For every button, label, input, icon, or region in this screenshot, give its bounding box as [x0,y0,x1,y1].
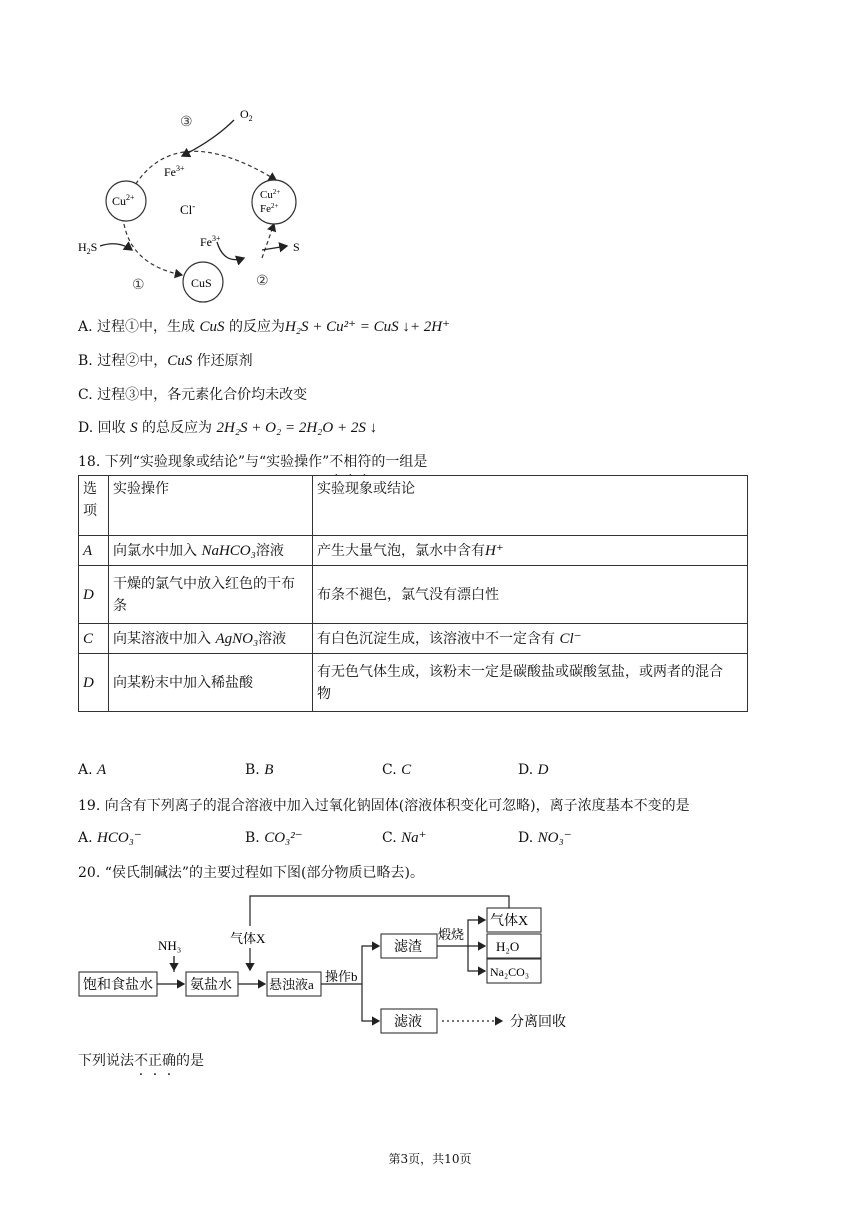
q19-option-a: A. HCO₃⁻ [78,830,142,846]
q18-option-b: B. B [245,762,274,778]
gas-x-in-label: 气体X [230,931,266,946]
q17-option-a: A. 过程①中，生成 CuS 的反应为H₂S + Cu²⁺ = CuS ↓+ 2H⁺ [78,319,451,335]
q18-option-a: A. A [78,762,107,778]
fe3-arrow [217,242,244,260]
water-label: H₂O [496,939,520,954]
arc-top [132,151,276,190]
q17-option-d: D. 回收 S 的总反应为 2H₂S + O₂ = 2H₂O + 2S ↓ [78,420,378,436]
brine-label: 饱和食盐水 [83,978,153,993]
table-row: A 向氯水中加入 NaHCO₃溶液 产生大量气泡，氯水中含有H⁺ [79,536,748,566]
q19-stem: 19. 向含有下列离子的混合溶液中加入过氧化钠固体(溶液体积变化可忽略)，离子浓度基本不变的是 [78,798,690,814]
residue-label: 滤渣 [394,940,422,955]
s-label: S [293,240,300,254]
arc-left [124,224,182,275]
q18-table [78,475,748,712]
cus-label: CuS [191,276,212,290]
nh3-label: NH₃ [158,938,182,953]
fe3-top-label: $Fe^{3+}$ [164,164,185,179]
q19-option-d: D. NO₃⁻ [518,830,572,846]
q17-option-c: C. 过程③中，各元素化合价均未改变 [78,387,308,403]
h2s-arrow [100,244,132,250]
q17-option-b: B. 过程②中，CuS 作还原剂 [78,353,253,369]
fe2-right-label: $Fe^{2+}$ [260,202,279,215]
q20-stem: 20. “侯氏制碱法”的主要过程如下图(部分物质已略去)。 [78,865,424,881]
operation-label: 操作b [325,969,358,984]
filtrate-label: 滤液 [394,1015,422,1030]
cl-label: Cl- [180,201,196,217]
arc-right [262,224,274,258]
flow-diagram [76,892,586,1042]
cycle-diagram [74,100,304,305]
q18-stem: 18. 下列“实验现象或结论”与“实验操作”不相符的一组是 [78,454,428,470]
table-row: C 向某溶液中加入 AgNO₃溶液 有白色沉淀生成，该溶液中不一定含有 Cl⁻ [79,624,748,654]
suspension-label: 悬浊液a [269,977,314,992]
q19-option-c: C. Na⁺ [382,830,427,846]
table-row: D 向某粉末中加入稀盐酸 有无色气体生成，该粉末一定是碳酸盐或碳酸氢盐，或两者的混合 物 [79,654,748,712]
gas-x-out-label: 气体X [490,914,529,929]
cu2-label: $Cu^{2+}$ [112,193,135,208]
ammonia-brine-label: 氨盐水 [190,978,232,993]
h2s-label: $H_2S$ [78,240,98,256]
table-row: D 干燥的氯气中放入红色的干布 条 布条不褪色，氯气没有漂白性 [79,566,748,624]
q20-follow: 下列说法不正确的是 [78,1053,204,1069]
recover-label: 分离回收 [510,1015,566,1030]
soda-label: Na₂CO₃ [490,965,530,979]
table-header-row: 选 项 实验操作 实验现象或结论 [79,476,748,536]
q18-option-c: C. C [382,762,412,778]
step2-label: ② [256,274,269,289]
fe3-bottom-label: $Fe^{3+}$ [200,234,221,249]
q19-option-b: B. CO₃²⁻ [245,830,303,846]
o2-label: $O_2$ [240,107,253,123]
cu2-right-label: $Cu^{2+}$ [260,188,281,201]
step1-label: ① [132,278,145,293]
calcine-label: 煅烧 [438,927,465,942]
page-footer: 第3页，共10页 [388,1152,472,1166]
q18-option-d: D. D [518,762,549,778]
step3-label: ③ [180,115,193,130]
